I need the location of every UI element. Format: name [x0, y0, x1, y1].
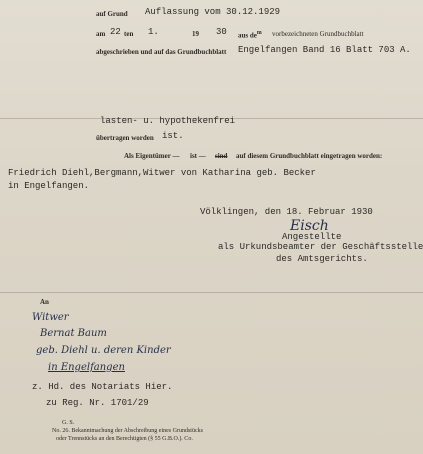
- addressee-hand-4: in Engelfangen: [48, 362, 125, 373]
- aus-label: aus $de^m$: [238, 30, 262, 40]
- owner-line1: Friedrich Diehl,Bergmann,Witwer von Katharina geb. Becker: [8, 168, 316, 178]
- register-number: zu Reg. Nr. 1701/29: [46, 398, 149, 408]
- day-value: 22: [110, 27, 121, 37]
- year-suffix: 30: [216, 27, 227, 37]
- vorbezeichneten-label: vorbezeichneten Grundbuchblatt: [272, 30, 364, 38]
- target-blatt: Engelfangen Band 16 Blatt 703 A.: [238, 45, 411, 55]
- signature-handwritten: Eisch: [290, 218, 329, 234]
- uebertragen-label: übertragen worden: [96, 134, 154, 142]
- am-label: am: [96, 30, 106, 38]
- ist-value: ist.: [162, 131, 184, 141]
- place-date: Völklingen, den 18. Februar 1930: [200, 207, 373, 217]
- footer-line1: No. 26. Bekanntmachung der Abschreibung eines Grundstücks: [52, 428, 203, 434]
- an-label: An: [40, 298, 49, 306]
- sind-struck: sind: [215, 152, 228, 160]
- addressee-hand-2: Bernat Baum: [40, 328, 107, 339]
- month-value: 1.: [148, 27, 159, 37]
- notariat-line: z. Hd. des Notariats Hier.: [32, 382, 173, 392]
- year-prefix: 19: [192, 30, 199, 38]
- owner-line2: in Engelfangen.: [8, 181, 90, 191]
- role-urkundsbeamter: als Urkundsbeamter der Geschäftsstelle: [218, 242, 423, 252]
- role-amtsgericht: des Amtsgerichts.: [276, 254, 368, 264]
- role-angestellte: Angestellte: [282, 232, 342, 242]
- auf-grund-value: Auflassung vom 30.12.1929: [145, 7, 281, 17]
- als-eigentuemer-label: Als Eigentümer —: [124, 152, 180, 160]
- abgeschrieben-label: abgeschrieben und auf das Grundbuchblatt: [96, 48, 227, 56]
- footer-line2: oder Trennstücks an den Berechtigten (§ 55 G.B.O.). Co.: [56, 436, 193, 442]
- eingetragen-label: auf diesem Grundbuchblatt eingetragen worden:: [236, 152, 383, 160]
- addressee-hand-1: Witwer: [32, 312, 69, 323]
- addressee-hand-3: geb. Diehl u. deren Kinder: [36, 345, 171, 356]
- fold-line: [0, 292, 423, 293]
- ist-label: ist —: [190, 152, 206, 160]
- footer-gs: G. S.: [62, 420, 75, 426]
- auf-grund-label: auf Grund: [96, 10, 128, 18]
- lasten-line: lasten- u. hypothekenfrei: [100, 116, 236, 126]
- ten-label: ten: [124, 30, 134, 38]
